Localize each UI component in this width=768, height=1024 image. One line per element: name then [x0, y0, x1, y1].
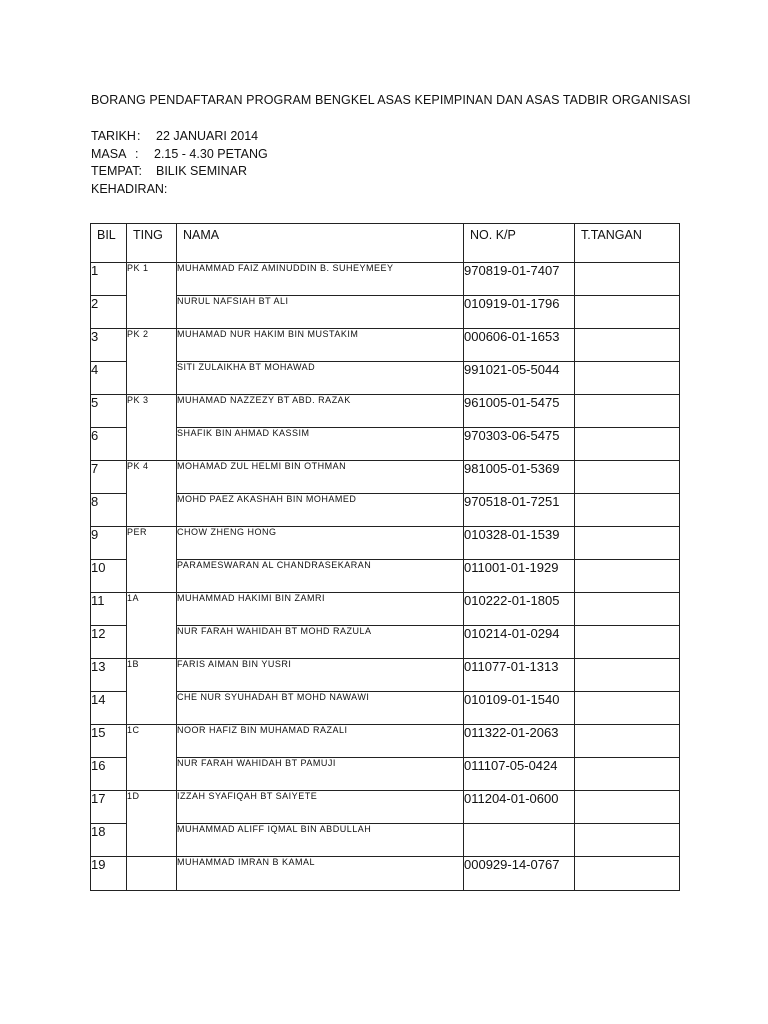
class-group — [127, 857, 177, 891]
header-ting: TING — [127, 224, 177, 263]
table-row — [91, 395, 680, 428]
signature-cell[interactable] — [575, 626, 680, 659]
registration-table — [90, 223, 680, 891]
row-number: 16 — [91, 758, 127, 791]
signature-cell[interactable] — [575, 527, 680, 560]
table-row — [91, 659, 680, 692]
student-name: CHE NUR SYUHADAH BT MOHD NAWAWI — [177, 692, 464, 725]
meta-label: MASA — [91, 146, 127, 161]
class-group: 1A — [127, 593, 177, 659]
ic-number: 010328-01-1539 — [464, 527, 575, 560]
row-number: 13 — [91, 659, 127, 692]
table-row — [91, 494, 680, 527]
meta-label: KEHADIRAN: — [91, 181, 168, 196]
table-row — [91, 329, 680, 362]
signature-cell[interactable] — [575, 560, 680, 593]
table-row — [91, 296, 680, 329]
class-group: PK 3 — [127, 395, 177, 461]
meta-label: TEMPAT: — [91, 164, 142, 178]
ic-number: 970303-06-5475 — [464, 428, 575, 461]
table-row — [91, 692, 680, 725]
student-name: SITI ZULAIKHA BT MOHAWAD — [177, 362, 464, 395]
signature-cell[interactable] — [575, 791, 680, 824]
row-number: 17 — [91, 791, 127, 824]
student-name: NUR FARAH WAHIDAH BT PAMUJI — [177, 758, 464, 791]
student-name: NURUL NAFSIAH BT ALI — [177, 296, 464, 329]
class-group: PER — [127, 527, 177, 593]
table-row — [91, 527, 680, 560]
signature-cell[interactable] — [575, 494, 680, 527]
row-number: 8 — [91, 494, 127, 527]
ic-number: 010222-01-1805 — [464, 593, 575, 626]
signature-cell[interactable] — [575, 461, 680, 494]
form-meta — [91, 128, 268, 198]
student-name: NUR FARAH WAHIDAH BT MOHD RAZULA — [177, 626, 464, 659]
row-number: 19 — [91, 857, 127, 891]
signature-cell[interactable] — [575, 329, 680, 362]
meta-venue — [91, 163, 268, 181]
ic-number: 000606-01-1653 — [464, 329, 575, 362]
row-number: 1 — [91, 263, 127, 296]
student-name: MUHAMMAD ALIFF IQMAL BIN ABDULLAH — [177, 824, 464, 857]
signature-cell[interactable] — [575, 296, 680, 329]
row-number: 9 — [91, 527, 127, 560]
student-name: PARAMESWARAN AL CHANDRASEKARAN — [177, 560, 464, 593]
meta-value: BILIK SEMINAR — [156, 164, 247, 178]
row-number: 6 — [91, 428, 127, 461]
table-row — [91, 725, 680, 758]
row-number: 18 — [91, 824, 127, 857]
row-number: 2 — [91, 296, 127, 329]
row-number: 3 — [91, 329, 127, 362]
student-name: MUHAMAD NAZZEZY BT ABD. RAZAK — [177, 395, 464, 428]
row-number: 5 — [91, 395, 127, 428]
row-number: 15 — [91, 725, 127, 758]
row-number: 7 — [91, 461, 127, 494]
row-number: 14 — [91, 692, 127, 725]
meta-value: 22 JANUARI 2014 — [156, 129, 259, 143]
ic-number: 000929-14-0767 — [464, 857, 575, 891]
class-group: PK 2 — [127, 329, 177, 395]
student-name: SHAFIK BIN AHMAD KASSIM — [177, 428, 464, 461]
ic-number: 011322-01-2063 — [464, 725, 575, 758]
class-group: 1C — [127, 725, 177, 791]
ic-number: 981005-01-5369 — [464, 461, 575, 494]
ic-number: 010109-01-1540 — [464, 692, 575, 725]
ic-number: 011204-01-0600 — [464, 791, 575, 824]
student-name: MUHAMMAD HAKIMI BIN ZAMRI — [177, 593, 464, 626]
header-nama: NAMA — [177, 224, 464, 263]
ic-number: 010919-01-1796 — [464, 296, 575, 329]
ic-number: 970518-01-7251 — [464, 494, 575, 527]
table-row — [91, 857, 680, 891]
row-number: 4 — [91, 362, 127, 395]
table-row — [91, 362, 680, 395]
meta-value: 2.15 - 4.30 PETANG — [154, 146, 268, 161]
class-group: 1B — [127, 659, 177, 725]
student-name: MUHAMMAD FAIZ AMINUDDIN B. SUHEYMEEY — [177, 263, 464, 296]
meta-separator: : — [135, 146, 139, 161]
student-name: MUHAMMAD IMRAN B KAMAL — [177, 857, 464, 891]
table-row — [91, 263, 680, 296]
meta-separator: : — [137, 129, 141, 143]
table-header-row — [91, 224, 680, 263]
ic-number — [464, 824, 575, 857]
signature-cell[interactable] — [575, 263, 680, 296]
table-row — [91, 461, 680, 494]
class-group: 1D — [127, 791, 177, 857]
row-number: 12 — [91, 626, 127, 659]
student-name: CHOW ZHENG HONG — [177, 527, 464, 560]
meta-attendance — [91, 181, 268, 199]
class-group: PK 4 — [127, 461, 177, 527]
student-name: MUHAMAD NUR HAKIM BIN MUSTAKIM — [177, 329, 464, 362]
signature-cell[interactable] — [575, 857, 680, 891]
row-number: 10 — [91, 560, 127, 593]
signature-cell[interactable] — [575, 362, 680, 395]
ic-number: 970819-01-7407 — [464, 263, 575, 296]
ic-number: 010214-01-0294 — [464, 626, 575, 659]
student-name: FARIS AIMAN BIN YUSRI — [177, 659, 464, 692]
meta-time — [91, 146, 268, 164]
signature-cell[interactable] — [575, 725, 680, 758]
row-number: 11 — [91, 593, 127, 626]
meta-date — [91, 128, 268, 146]
student-name: IZZAH SYAFIQAH BT SAIYETE — [177, 791, 464, 824]
table-row — [91, 428, 680, 461]
header-nokp: NO. K/P — [464, 224, 575, 263]
student-name: NOOR HAFIZ BIN MUHAMAD RAZALI — [177, 725, 464, 758]
signature-cell[interactable] — [575, 428, 680, 461]
class-group: PK 1 — [127, 263, 177, 329]
ic-number: 991021-05-5044 — [464, 362, 575, 395]
ic-number: 011077-01-1313 — [464, 659, 575, 692]
table-row — [91, 824, 680, 857]
student-name: MOHAMAD ZUL HELMI BIN OTHMAN — [177, 461, 464, 494]
ic-number: 961005-01-5475 — [464, 395, 575, 428]
signature-cell[interactable] — [575, 593, 680, 626]
signature-cell[interactable] — [575, 758, 680, 791]
table-row — [91, 560, 680, 593]
signature-cell[interactable] — [575, 659, 680, 692]
signature-cell[interactable] — [575, 395, 680, 428]
header-ttangan: T.TANGAN — [575, 224, 680, 263]
ic-number: 011107-05-0424 — [464, 758, 575, 791]
meta-label: TARIKH — [91, 129, 136, 143]
table-row — [91, 593, 680, 626]
table-row — [91, 758, 680, 791]
ic-number: 011001-01-1929 — [464, 560, 575, 593]
table-row — [91, 626, 680, 659]
header-bil: BIL — [91, 224, 127, 263]
signature-cell[interactable] — [575, 692, 680, 725]
form-title: BORANG PENDAFTARAN PROGRAM BENGKEL ASAS KEPIMPINAN DAN ASAS TADBIR ORGANISASI — [91, 93, 691, 107]
student-name: MOHD PAEZ AKASHAH BIN MOHAMED — [177, 494, 464, 527]
table-row — [91, 791, 680, 824]
signature-cell[interactable] — [575, 824, 680, 857]
